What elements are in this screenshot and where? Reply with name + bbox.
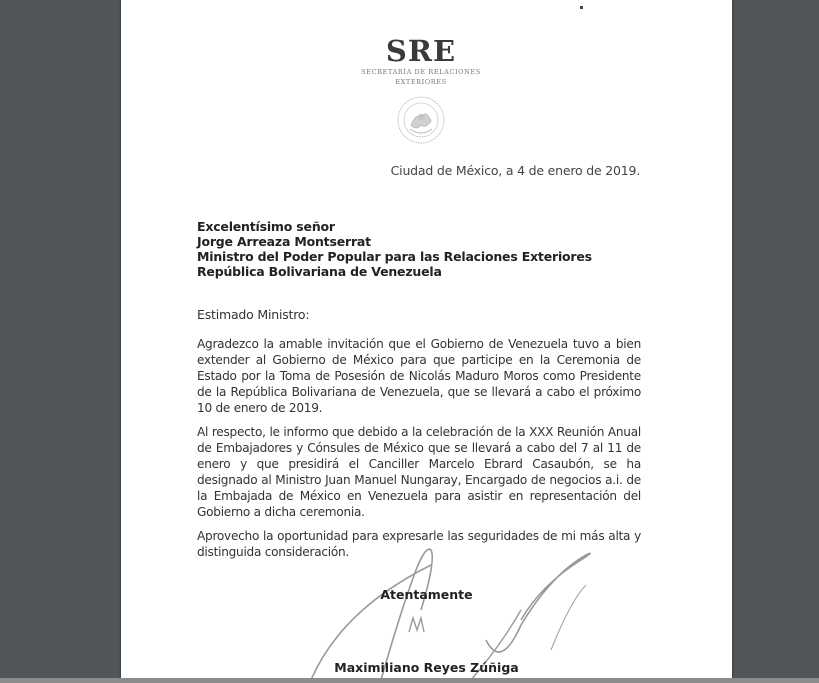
closing: Atentamente (380, 587, 473, 602)
date-line: Ciudad de México, a 4 de enero de 2019. (390, 163, 640, 178)
recipient-title: Ministro del Poder Popular para las Relaciones Exteriores (197, 249, 592, 264)
logo-text: SRE (385, 34, 457, 68)
logo-subtitle-1: SECRETARÍA DE RELACIONES (361, 68, 481, 76)
body-paragraph-3: Aprovecho la oportunidad para expresarle las seguridades de mi más alta y distinguida consideración. (197, 529, 641, 559)
recipient-name: Jorge Arreaza Montserrat (197, 234, 371, 249)
signer-name: Maximiliano Reyes Zúñiga (334, 660, 519, 675)
document-page (121, 0, 732, 678)
body-paragraph-1: Agradezco la amable invitación que el Gobierno de Venezuela tuvo a bien extender al Gobierno de México para que participe en la Ceremonia de Estado por la Toma de Posesión de Nicolás Maduro Moros como Presidente de la República Bolivariana de Venezuela, que se llevará a cabo el próximo 10 de enero de 2019. (197, 337, 641, 415)
logo-subtitle-2: EXTERIORES (395, 78, 447, 86)
recipient-country: República Bolivariana de Venezuela (197, 264, 442, 279)
scan-speck (580, 6, 583, 9)
handwritten-signature (281, 530, 601, 678)
seal-icon (396, 95, 446, 145)
recipient-salutation: Excelentísimo señor (197, 219, 335, 234)
body-paragraph-2: Al respecto, le informo que debido a la celebración de la XXX Reunión Anual de Embajadores y Cónsules de México que se llevará a cabo del 7 al 11 de enero y que presidirá el Canciller Marcelo Ebrard Casaubón, se ha designado al Ministro Juan Manuel Nungaray, Encargado de negocios a.i. de la Embajada de México en Venezuela para asistir en representación del Gobierno a dicha ceremonia. (197, 425, 641, 519)
recipient-block (197, 219, 592, 279)
greeting: Estimado Ministro: (197, 307, 310, 322)
viewer-bottom-edge (0, 678, 819, 683)
sre-logo (351, 36, 491, 86)
